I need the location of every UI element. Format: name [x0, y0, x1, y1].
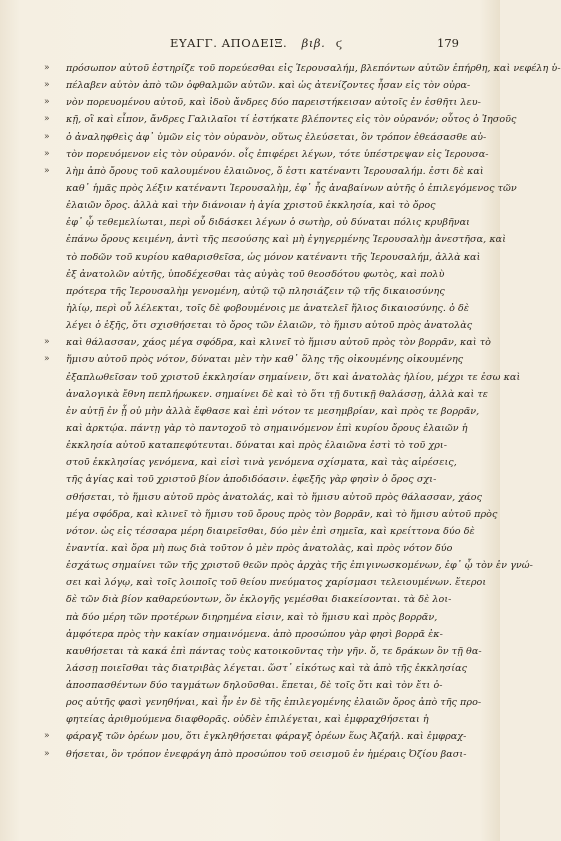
line-text: καθ᾽ ἡμᾶς πρὸς λέξιν κατέναντι Ἱερουσαλὴμ, ἐφ᾽ ἧς ἀναβαίνων αὐτῆς ὁ ἐπιλεγόμενος τῶν	[66, 182, 517, 194]
line-text: ἡλίῳ, περὶ οὗ λέλεκται, τοῖς δὲ φοβουμένοις με ἀνατελεῖ ἥλιος δικαιοσύνης. ὁ δὲ	[66, 302, 470, 314]
text-line	[44, 214, 470, 231]
text-line	[44, 728, 467, 745]
text-line	[44, 557, 533, 574]
line-text: σει καὶ λόγῳ, καὶ τοῖς λοιποῖς τοῦ θείου πνεύματος χαρίσμασι τελειουμένων. ἕτεροι	[66, 577, 487, 589]
quotation-marker: »	[44, 97, 50, 108]
line-text: λὴμ ἀπὸ ὄρους τοῦ καλουμένου ἐλαιῶνος, ὅ ἐστι κατέναντι Ἱερουσαλήμ. ἐστι δὲ καὶ	[66, 165, 484, 177]
line-text: μέγα σφόδρα, καὶ κλινεῖ τὸ ἥμισυ τοῦ ὄρους πρὸς τὸν βορρᾶν, καὶ τὸ ἥμισυ αὐτοῦ πρὸς	[66, 508, 498, 520]
text-line	[44, 489, 483, 506]
text-line	[44, 437, 454, 454]
line-text: ἐν αὐτῇ ἐν ᾗ οὐ μὴν ἀλλὰ ἔφθασε καὶ ἐπὶ νότον τε μεσημβρίαν, καὶ πρὸς τε βορρᾶν,	[66, 405, 480, 417]
line-text: ἐλαιῶν ὄρος. ἀλλὰ καὶ τὴν διάνοιαν ἡ ἁγία χριστοῦ ἐκκλησία, καὶ τὸ ὄρος	[66, 200, 436, 212]
text-line	[44, 523, 475, 540]
line-text: κῇ, οἳ καὶ εἶπον, ἄνδρες Γαλιλαῖοι τί ἑστήκατε βλέποντες εἰς τὸν οὐρανόν; οὗτος ὁ Ἰησοῦς	[66, 114, 517, 126]
line-text: ἐξαπλωθεῖσαν τοῦ χριστοῦ ἐκκλησίαν σημαίνειν, ὅτι καὶ ἀνατολὰς ἡλίου, μέχρι τε ἐσω καὶ	[66, 371, 521, 383]
line-text: ἀποσπασθέντων δύο ταγμάτων δηλοῦσθαι. ἕπεται, δὲ τοῖς ὅτι καὶ τὸν ἔτι ὀ-	[66, 680, 443, 692]
text-line	[44, 643, 482, 660]
page-number: 179	[437, 36, 459, 50]
line-text: πὰ δύο μέρη τῶν προτέρων διηρημένα εἰσιν, καὶ τὸ ἥμισυ καὶ πρὸς βορρᾶν,	[66, 611, 438, 623]
text-line	[44, 677, 454, 694]
line-text: ἐξ ἀνατολῶν αὐτῆς, ὑποδέχεσθαι τὰς αὐγὰς τοῦ θεοσδότου φωτὸς, καὶ πολὺ	[66, 268, 445, 280]
line-text: λάσσῃ ποιεῖσθαι τὰς διατριβὰς λέγεται. ὥστ᾽ εἰκότως καὶ τὰ ἀπὸ τῆς ἐκκλησίας	[66, 662, 468, 674]
text-line	[44, 660, 468, 677]
text-line	[44, 197, 454, 214]
text-line	[44, 609, 454, 626]
quotation-marker: »	[44, 114, 50, 125]
text-line	[44, 77, 471, 94]
line-text: θήσεται, ὃν τρόπον ἐνεφράγη ἀπὸ προσώπου τοῦ σεισμοῦ ἐν ἡμέραις Ὀζίου βασι-	[66, 748, 467, 760]
text-line	[44, 300, 470, 317]
text-line	[44, 249, 481, 266]
text-line	[44, 180, 517, 197]
text-line	[44, 711, 454, 728]
line-text: τῆς ἁγίας καὶ τοῦ χριστοῦ βίον ἀποδιδόασιν. ἐφεξῆς γὰρ φησὶν ὁ ὄρος σχι-	[66, 474, 437, 486]
line-text: ἐπάνω ὄρους κειμένη, ἀντὶ τῆς πεσούσης καὶ μὴ ἐγηγερμένης Ἱερουσαλὴμ ἀνεστῆσα, καὶ	[66, 234, 507, 246]
line-text: καυθήσεται τὰ κακά ἐπὶ πάντας τοὺς κατοικοῦντας τὴν γῆν. ὅ, τε δράκων ὃν τῇ θα-	[66, 645, 482, 657]
line-text: ὁ ἀναληφθεὶς ἀφ᾽ ὑμῶν εἰς τὸν οὐρανὸν, οὕτως ἐλεύσεται, ὃν τρόπον ἐθεάσασθε αὐ-	[66, 131, 487, 143]
line-text: ρος αὐτῆς φασὶ γενηθήναι, καὶ ἦν ἐν δὲ τῆς ἐπιλεγομένης ἐλαιῶν ὄρος ἀπὸ τῆς προ-	[66, 697, 482, 709]
quotation-marker: »	[44, 63, 50, 73]
line-text: καὶ θάλασσαν, χάος μέγα σφόδρα, καὶ κλινεῖ τὸ ἥμισυ αὐτοῦ πρὸς τὸν βορρᾶν, καὶ τὸ	[66, 337, 491, 349]
text-line	[44, 626, 454, 643]
text-line	[44, 369, 521, 386]
text-line	[44, 60, 561, 77]
text-line	[44, 94, 481, 111]
text-line	[44, 351, 464, 368]
running-head-book-number: ϛ	[335, 36, 343, 50]
line-text: τὸ ποδῶν τοῦ κυρίου καθαρισθεῖσα, ὡς μόνον κατέναντι τῆς Ἱερουσαλήμ, ἀλλὰ καὶ	[66, 251, 481, 263]
line-text: καὶ ἀρκτῴα. πάντῃ γὰρ τὸ παντοχοῦ τὸ σημαινόμενον ἐπὶ κυρίου ὄρους ἐλαιῶν ἡ	[66, 422, 468, 434]
line-text: ἐναντία. καὶ ὅρα μὴ πως διὰ τοῦτον ὁ μὲν πρὸς ἀνατολὰς, καὶ πρὸς νότον δύο	[66, 542, 453, 554]
line-text: πρότερα τῆς Ἱερουσαλὴμ γενομένη, αὐτῷ τῷ πλησιάζειν τῷ τῆς δικαιοσύνης	[66, 285, 445, 297]
text-line	[44, 540, 454, 557]
line-text: ἀναλογικὰ ἔθνη πεπλήρωκεν. σημαίνει δὲ καὶ τὸ ὅτι τῇ δυτικῇ θαλάσσῃ, ἀλλὰ καὶ τε	[66, 388, 488, 400]
quotation-marker: »	[44, 337, 50, 348]
line-text: λέγει ὁ ἑξῆς, ὅτι σχισθήσεται τὸ ὄρος τῶν ἐλαιῶν, τὸ ἥμισυ αὐτοῦ πρὸς ἀνατολὰς	[66, 320, 473, 332]
quotation-marker: »	[44, 131, 50, 142]
text-line	[44, 129, 487, 146]
running-head-title: ΕΥΑΓΓ. ΑΠΟΔΕΙΞ.	[170, 36, 288, 50]
text-line	[44, 694, 482, 711]
quotation-marker: »	[44, 148, 50, 159]
quotation-marker: »	[44, 165, 50, 176]
text-line	[44, 454, 457, 471]
line-text: δὲ τῶν διὰ βίον καθαρεύοντων, ὅν ἐκλογῆς γεμέσθαι διακείσονται. τὰ δὲ λοι-	[66, 594, 452, 606]
quotation-marker: »	[44, 80, 50, 91]
text-line	[44, 574, 487, 591]
quotation-marker: »	[44, 354, 50, 365]
text-line	[44, 471, 454, 488]
text-line	[44, 591, 454, 608]
text-line	[44, 746, 467, 763]
line-text: στοῦ ἐκκλησίας γενόμενα, καὶ εἰσὶ τινὰ γενόμενα σχίσματα, καὶ τὰς αἱρέσεις,	[66, 457, 457, 469]
line-text: ἐσχάτως σημαίνει τῶν τῆς χριστοῦ θεῶν πρὸς ἀρχὰς τῆς ἐπιγινωσκομένων, ἐφ᾽ ᾧ τὸν ἐν γνώ-	[66, 560, 533, 572]
running-head-book: βιβ.	[301, 36, 326, 50]
line-text: ἐκκλησία αὐτοῦ καταπεφύτευται. δύναται καὶ πρὸς ἐλαιῶνα ἐστὶ τὸ τοῦ χρι-	[66, 440, 448, 452]
line-text: φάραγξ τῶν ὀρέων μου, ὅτι ἐγκληθήσεται φάραγξ ὀρέων ἕως Ἀζαήλ. καὶ ἐμφραχ-	[66, 731, 467, 743]
text-line	[44, 231, 507, 248]
line-text: πρόσωπον αὐτοῦ ἐστηρίζε τοῦ πορεύεσθαι εἰς Ἱερουσαλήμ, βλεπόντων αὐτῶν ἐπήρθη, καὶ νεφέλη ὑ-	[66, 63, 561, 74]
main-text-block	[44, 60, 561, 763]
quotation-marker: »	[44, 731, 50, 742]
text-line	[44, 506, 498, 523]
line-text: τὸν πορευόμενον εἰς τὸν οὐρανόν. οἷς ἐπιφέρει λέγων, τότε ὑπέστρεψαν εἰς Ἱερουσα-	[66, 148, 489, 160]
text-line	[44, 386, 488, 403]
line-text: φητείας ἀριθμούμενα διαφθορᾶς. οὐδὲν ἐπιλέγεται, καὶ ἐμφραχθήσεται ἡ	[66, 714, 429, 726]
line-text: νὸν πορευομένου αὐτοῦ, καὶ ἰδοὺ ἄνδρες δύο παρειστήκεισαν αὐτοῖς ἐν ἐσθῆτι λευ-	[66, 97, 481, 109]
line-text: ἀμφότερα πρὸς τὴν κακίαν σημαινόμενα. ἀπὸ προσώπου γὰρ φησὶ βορρᾶ ἐκ-	[66, 628, 443, 640]
text-line	[44, 403, 480, 420]
line-text: σθήσεται, τὸ ἥμισυ αὐτοῦ πρὸς ἀνατολάς, καὶ τὸ ἥμισυ αὐτοῦ πρὸς θάλασσαν, χάος	[66, 491, 483, 503]
line-text: νότον. ὡς εἰς τέσσαρα μέρη διαιρεῖσθαι, δύο μὲν ἐπὶ σημεῖα, καὶ κρείττονα δύο δὲ	[66, 525, 475, 537]
text-line	[44, 317, 473, 334]
text-line	[44, 283, 454, 300]
text-line	[44, 420, 468, 437]
text-line	[44, 266, 454, 283]
text-line	[44, 111, 517, 128]
text-line	[44, 146, 489, 163]
text-line	[44, 163, 484, 180]
line-text: ἥμισυ αὐτοῦ πρὸς νότον, δύναται μὲν τὴν καθ᾽ ὅλης τῆς οἰκουμένης οἰκουμένης	[66, 354, 464, 366]
running-head	[170, 36, 440, 52]
line-text: πέλαβεν αὐτὸν ἀπὸ τῶν ὀφθαλμῶν αὐτῶν. καὶ ὡς ἀτενίζοντες ἦσαν εἰς τὸν οὐρα-	[66, 80, 471, 92]
line-text: ἐφ᾽ ᾧ τεθεμελίωται, περὶ οὗ διδάσκει λέγων ὁ σωτὴρ, οὐ δύναται πόλις κρυβῆναι	[66, 217, 470, 229]
quotation-marker: »	[44, 748, 50, 759]
text-line	[44, 334, 491, 351]
